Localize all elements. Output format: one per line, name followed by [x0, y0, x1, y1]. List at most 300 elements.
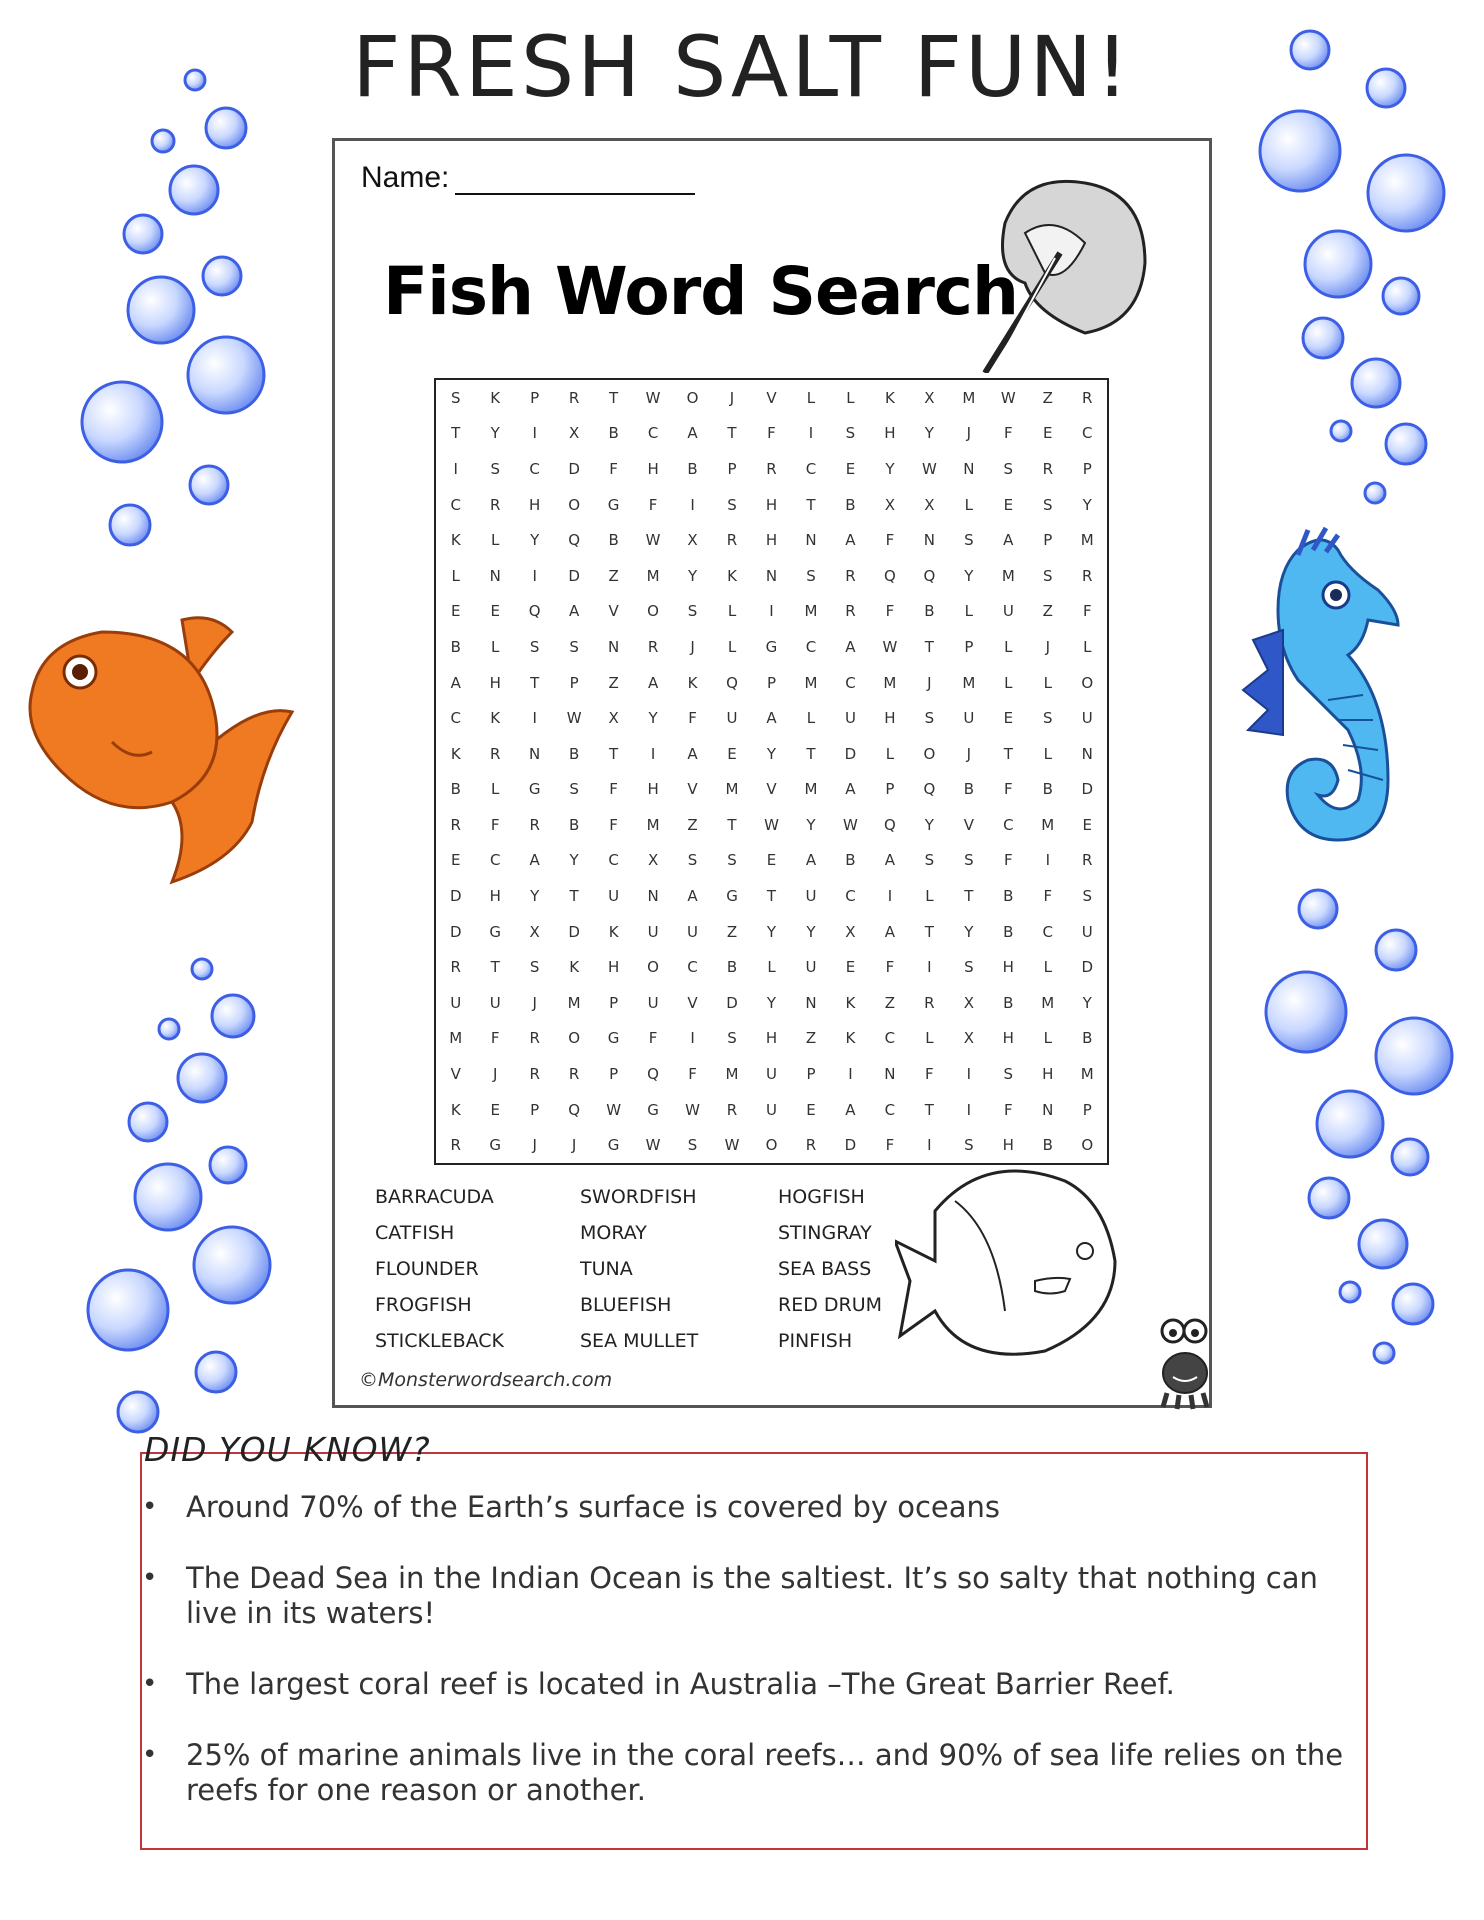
grid-letter: B: [1082, 1029, 1093, 1048]
grid-letter: Q: [884, 566, 896, 585]
grid-letter: Z: [687, 815, 698, 834]
grid-letter: N: [489, 566, 501, 585]
grid-letter: U: [450, 993, 462, 1012]
grid-letter: S: [727, 495, 737, 514]
bullet-icon: •: [142, 1740, 158, 1770]
grid-letter: Z: [1042, 388, 1053, 407]
grid-letter: O: [568, 1029, 581, 1048]
stingray-icon: [965, 163, 1155, 373]
grid-letter: T: [1003, 744, 1013, 763]
grid-letter: T: [609, 388, 619, 407]
grid-letter: I: [690, 495, 695, 514]
grid-letter: S: [924, 709, 935, 728]
grid-letter: H: [489, 887, 501, 906]
grid-letter: X: [569, 424, 580, 443]
grid-letter: F: [609, 780, 618, 799]
grid-letter: B: [845, 851, 856, 870]
grid-letter: U: [1081, 709, 1093, 728]
grid-letter: T: [964, 887, 974, 906]
grid-letter: I: [1045, 851, 1050, 870]
grid-letter: I: [769, 602, 774, 621]
grid-letter: U: [608, 887, 620, 906]
grid-letter: S: [964, 851, 974, 870]
grid-letter: H: [607, 958, 620, 977]
grid-letter: B: [1003, 922, 1014, 941]
grid-letter: J: [532, 993, 537, 1012]
grid-letter: F: [1043, 887, 1053, 906]
grid-letter: W: [566, 709, 582, 728]
grid-letter: H: [765, 1029, 778, 1048]
word-list-item: FLOUNDER: [375, 1258, 479, 1280]
grid-letter: S: [569, 637, 579, 656]
fact-item: [142, 1561, 1362, 1631]
grid-letter: M: [725, 1065, 739, 1084]
grid-letter: F: [1082, 602, 1092, 621]
grid-letter: R: [1042, 459, 1053, 478]
grid-letter: L: [1043, 673, 1052, 692]
grid-letter: S: [1043, 709, 1053, 728]
grid-letter: E: [450, 851, 461, 870]
grid-letter: B: [963, 780, 974, 799]
grid-letter: O: [568, 495, 581, 514]
grid-letter: K: [608, 922, 619, 941]
grid-letter: N: [805, 531, 817, 550]
grid-letter: S: [727, 851, 737, 870]
grid-letter: I: [808, 424, 814, 443]
grid-letter: M: [804, 602, 818, 621]
fact-item: [142, 1667, 1362, 1702]
grid-letter: M: [883, 673, 897, 692]
grid-letter: D: [726, 993, 738, 1012]
grid-letter: G: [647, 1100, 659, 1119]
grid-letter: E: [845, 459, 856, 478]
grid-letter: D: [568, 922, 580, 941]
grid-letter: Y: [1082, 495, 1092, 514]
grid-letter: R: [568, 388, 580, 407]
grid-letter: R: [450, 958, 461, 977]
grid-letter: W: [1000, 388, 1016, 407]
grid-letter: W: [843, 815, 858, 834]
grid-letter: I: [532, 424, 537, 443]
grid-letter: C: [608, 851, 619, 870]
grid-letter: X: [924, 388, 935, 407]
grid-letter: W: [921, 459, 937, 478]
grid-letter: S: [490, 459, 500, 478]
bullet-icon: •: [142, 1492, 158, 1522]
grid-letter: Y: [687, 566, 698, 585]
grid-letter: B: [608, 531, 619, 550]
grid-letter: F: [688, 1065, 697, 1084]
grid-letter: C: [450, 709, 461, 728]
grid-letter: L: [491, 637, 500, 656]
word-list-item: CATFISH: [375, 1222, 455, 1244]
grid-letter: J: [571, 1136, 577, 1155]
grid-letter: R: [1082, 851, 1093, 870]
grid-letter: T: [609, 744, 619, 763]
grid-letter: P: [806, 1065, 816, 1084]
grid-letter: H: [765, 531, 778, 550]
grid-letter: F: [885, 602, 895, 621]
grid-letter: J: [492, 1065, 498, 1084]
grid-letter: M: [1041, 993, 1055, 1012]
grid-letter: L: [767, 958, 776, 977]
grid-letter: L: [846, 388, 855, 407]
grid-letter: X: [687, 531, 698, 550]
grid-letter: Y: [530, 531, 540, 550]
grid-letter: M: [1080, 531, 1094, 550]
grid-letter: Y: [924, 815, 934, 834]
grid-letter: N: [529, 744, 541, 763]
grid-letter: Y: [766, 922, 777, 941]
grid-letter: M: [646, 566, 660, 585]
grid-letter: K: [450, 531, 461, 550]
grid-letter: R: [766, 459, 777, 478]
grid-letter: I: [453, 459, 458, 478]
grid-letter: M: [725, 780, 739, 799]
grid-letter: D: [568, 459, 580, 478]
grid-letter: H: [1042, 1065, 1054, 1084]
grid-letter: H: [529, 495, 541, 514]
grid-letter: F: [1003, 780, 1013, 799]
grid-letter: R: [647, 637, 659, 656]
grid-letter: W: [606, 1100, 622, 1119]
facts-title: DID YOU KNOW?: [144, 1430, 431, 1469]
grid-letter: R: [450, 815, 461, 834]
grid-letter: M: [1041, 815, 1055, 834]
word-list-item: MORAY: [580, 1222, 647, 1244]
grid-letter: L: [1004, 637, 1013, 656]
grid-letter: J: [532, 1136, 537, 1155]
grid-letter: Y: [924, 424, 934, 443]
grid-letter: Y: [569, 851, 579, 870]
grid-letter: S: [1003, 1065, 1014, 1084]
grid-letter: S: [569, 780, 579, 799]
grid-letter: S: [964, 958, 974, 977]
word-list-item: HOGFISH: [778, 1186, 865, 1208]
grid-letter: L: [925, 1029, 934, 1048]
grid-letter: A: [687, 424, 698, 443]
grid-letter: I: [927, 1136, 932, 1155]
grid-letter: H: [1002, 958, 1014, 977]
grid-letter: O: [647, 958, 659, 977]
grid-letter: L: [806, 388, 816, 407]
grid-letter: C: [805, 637, 817, 656]
grid-letter: M: [804, 780, 818, 799]
fact-item: [142, 1490, 1362, 1525]
grid-letter: T: [451, 424, 461, 443]
grid-letter: V: [766, 780, 777, 799]
grid-letter: N: [963, 459, 975, 478]
fact-text: 25% of marine animals live in the coral reefs… and 90% of sea life relies on the reefs for one reason or another.: [186, 1738, 1344, 1807]
grid-letter: U: [647, 922, 659, 941]
grid-letter: B: [1042, 1136, 1053, 1155]
grid-letter: N: [884, 1065, 896, 1084]
grid-letter: O: [765, 1136, 778, 1155]
credit-text: ©Monsterwordsearch.com: [359, 1369, 613, 1391]
grid-letter: U: [687, 922, 699, 941]
grid-letter: C: [1003, 815, 1014, 834]
grid-letter: A: [647, 673, 659, 692]
grid-letter: K: [450, 1100, 461, 1119]
grid-letter: X: [608, 709, 619, 728]
grid-letter: D: [1081, 780, 1094, 799]
grid-letter: T: [806, 744, 816, 763]
grid-letter: R: [845, 566, 856, 585]
grid-letter: J: [1045, 637, 1050, 656]
grid-letter: T: [806, 495, 816, 514]
grid-letter: F: [1003, 424, 1013, 443]
grid-letter: G: [607, 1136, 620, 1155]
grid-letter: W: [724, 1136, 740, 1155]
grid-letter: M: [962, 673, 976, 692]
grid-letter: S: [687, 1136, 698, 1155]
grid-letter: Q: [726, 673, 738, 692]
grid-letter: L: [491, 780, 500, 799]
grid-letter: L: [727, 602, 737, 621]
grid-letter: U: [805, 887, 817, 906]
grid-letter: U: [805, 958, 817, 977]
grid-letter: Y: [806, 922, 816, 941]
grid-letter: K: [845, 1029, 856, 1048]
grid-letter: I: [848, 1065, 853, 1084]
did-you-know-box: [140, 1430, 1368, 1850]
grid-letter: N: [647, 887, 659, 906]
grid-letter: Z: [805, 1029, 817, 1048]
seahorse-icon: [1243, 528, 1398, 840]
grid-letter: L: [885, 744, 895, 763]
word-list-item: STINGRAY: [778, 1222, 872, 1244]
grid-letter: W: [645, 531, 661, 550]
grid-letter: J: [927, 673, 932, 692]
grid-letter: K: [687, 673, 698, 692]
grid-letter: J: [966, 744, 972, 763]
grid-letter: L: [1004, 673, 1013, 692]
grid-letter: U: [726, 709, 738, 728]
grid-letter: K: [569, 958, 580, 977]
facts-list: [142, 1490, 1362, 1844]
grid-letter: H: [647, 459, 659, 478]
grid-letter: P: [727, 459, 737, 478]
grid-letter: F: [688, 709, 697, 728]
grid-letter: M: [804, 673, 818, 692]
fact-text: The largest coral reef is located in Australia –The Great Barrier Reef.: [186, 1667, 1175, 1701]
grid-letter: Z: [608, 566, 619, 585]
grid-letter: A: [884, 851, 896, 870]
grid-letter: V: [766, 388, 777, 407]
grid-letter: T: [924, 1100, 934, 1119]
grid-letter: R: [805, 1136, 817, 1155]
grid-letter: D: [449, 887, 462, 906]
grid-letter: A: [845, 780, 856, 799]
grid-letter: N: [1081, 744, 1093, 763]
grid-letter: A: [569, 602, 580, 621]
grid-letter: I: [927, 958, 932, 977]
grid-letter: H: [884, 709, 896, 728]
grid-letter: Q: [923, 780, 936, 799]
grid-letter: M: [567, 993, 581, 1012]
grid-letter: L: [491, 531, 500, 550]
grid-letter: U: [766, 1065, 777, 1084]
grid-letter: O: [686, 388, 699, 407]
grid-letter: S: [529, 958, 540, 977]
grid-letter: P: [1043, 531, 1053, 550]
word-list-item: BLUEFISH: [580, 1294, 672, 1316]
grid-letter: B: [1042, 780, 1053, 799]
grid-letter: Y: [766, 744, 777, 763]
grid-letter: V: [450, 1065, 461, 1084]
grid-letter: U: [1002, 602, 1014, 621]
grid-letter: P: [1082, 459, 1092, 478]
grid-letter: D: [844, 1136, 857, 1155]
grid-letter: W: [685, 1100, 700, 1119]
grid-letter: X: [845, 922, 856, 941]
goldfish-icon: [30, 618, 292, 882]
grid-letter: S: [1043, 495, 1053, 514]
name-blank[interactable]: [455, 163, 695, 195]
grid-letter: S: [687, 851, 698, 870]
word-list-item: SEA MULLET: [580, 1330, 699, 1352]
grid-letter: B: [568, 815, 580, 834]
word-list-item: STICKLEBACK: [375, 1330, 505, 1352]
grid-letter: C: [884, 1029, 896, 1048]
word-list-item: RED DRUM: [778, 1294, 883, 1316]
grid-letter: T: [530, 673, 540, 692]
grid-letter: T: [727, 815, 737, 834]
grid-letter: F: [885, 1136, 895, 1155]
grid-letter: C: [1082, 424, 1093, 443]
grid-letter: F: [1003, 851, 1013, 870]
grid-letter: F: [490, 1029, 500, 1048]
grid-letter: S: [964, 1136, 974, 1155]
grid-letter: R: [529, 815, 540, 834]
grid-letter: I: [532, 709, 537, 728]
grid-letter: G: [726, 887, 738, 906]
grid-letter: B: [450, 780, 461, 799]
grid-letter: M: [449, 1029, 463, 1048]
grid-letter: R: [489, 495, 501, 514]
grid-letter: S: [687, 602, 698, 621]
grid-letter: T: [727, 424, 737, 443]
grid-letter: C: [489, 851, 501, 870]
grid-letter: I: [690, 1029, 695, 1048]
grid-letter: S: [806, 566, 816, 585]
grid-letter: R: [726, 1100, 738, 1119]
grid-letter: E: [490, 602, 500, 621]
grid-letter: R: [1082, 566, 1093, 585]
grid-letter: I: [532, 566, 537, 585]
grid-letter: L: [1083, 637, 1092, 656]
grid-letter: P: [964, 637, 974, 656]
page-title: FRESH SALT FUN!: [352, 18, 1132, 116]
grid-letter: C: [1042, 922, 1054, 941]
grid-letter: R: [924, 993, 935, 1012]
grid-letter: N: [1042, 1100, 1054, 1119]
grid-letter: B: [568, 744, 580, 763]
grid-letter: R: [568, 1065, 580, 1084]
grid-letter: B: [608, 424, 619, 443]
grid-letter: R: [1082, 388, 1093, 407]
grid-letter: U: [647, 993, 659, 1012]
grid-letter: V: [687, 780, 698, 799]
grid-letter: U: [844, 709, 856, 728]
grid-letter: F: [767, 424, 776, 443]
grid-letter: S: [727, 1029, 737, 1048]
grid-letter: E: [1043, 424, 1053, 443]
grid-letter: F: [648, 1029, 658, 1048]
grid-letter: E: [1003, 495, 1014, 514]
grid-letter: T: [924, 922, 934, 941]
grid-letter: Q: [884, 815, 896, 834]
grid-letter: P: [530, 1100, 540, 1119]
monster-mascot-icon: [1155, 1311, 1215, 1411]
grid-letter: Y: [648, 709, 658, 728]
grid-letter: O: [923, 744, 936, 763]
grid-letter: O: [647, 602, 659, 621]
word-list-item: SWORDFISH: [580, 1186, 697, 1208]
grid-letter: W: [645, 388, 661, 407]
grid-letter: H: [1002, 1136, 1014, 1155]
grid-letter: J: [690, 637, 695, 656]
grid-letter: X: [529, 922, 540, 941]
word-list-item: FROGFISH: [375, 1294, 472, 1316]
grid-letter: W: [764, 815, 779, 834]
grid-letter: P: [1082, 1100, 1092, 1119]
grid-letter: F: [609, 815, 618, 834]
grid-letter: B: [924, 602, 935, 621]
grid-letter: W: [882, 637, 898, 656]
grid-letter: G: [607, 495, 620, 514]
grid-letter: E: [1003, 709, 1014, 728]
grid-letter: L: [727, 637, 737, 656]
grid-letter: C: [845, 673, 856, 692]
grid-letter: M: [962, 388, 976, 407]
grid-letter: I: [887, 887, 893, 906]
grid-letter: F: [609, 459, 618, 478]
grid-letter: N: [765, 566, 778, 585]
word-list: [375, 1186, 958, 1366]
grid-letter: V: [963, 815, 974, 834]
grid-letter: P: [530, 388, 540, 407]
grid-letter: T: [569, 887, 579, 906]
grid-letter: A: [529, 851, 540, 870]
grid-letter: Q: [528, 602, 541, 621]
word-list-item: TUNA: [580, 1258, 633, 1280]
grid-letter: Y: [1082, 993, 1092, 1012]
grid-letter: S: [529, 637, 540, 656]
grid-letter: M: [1080, 1065, 1094, 1084]
grid-letter: T: [924, 637, 934, 656]
grid-letter: B: [450, 637, 461, 656]
grid-letter: P: [766, 673, 777, 692]
grid-letter: F: [1003, 1100, 1013, 1119]
grid-letter: L: [1043, 744, 1052, 763]
grid-letter: P: [609, 1065, 619, 1084]
grid-letter: K: [490, 388, 501, 407]
grid-letter: Z: [726, 922, 738, 941]
fact-text: The Dead Sea in the Indian Ocean is the saltiest. It’s so salty that nothing can live in its waters!: [186, 1561, 1318, 1630]
grid-letter: F: [490, 815, 500, 834]
grid-letter: N: [923, 531, 935, 550]
grid-letter: Z: [1042, 602, 1053, 621]
grid-letter: E: [450, 602, 461, 621]
grid-letter: I: [966, 1100, 972, 1119]
grid-letter: S: [845, 424, 856, 443]
grid-letter: J: [966, 424, 972, 443]
grid-letter: Y: [885, 459, 895, 478]
grid-letter: E: [766, 851, 777, 870]
grid-letter: S: [450, 388, 461, 407]
grid-letter: Z: [884, 993, 896, 1012]
